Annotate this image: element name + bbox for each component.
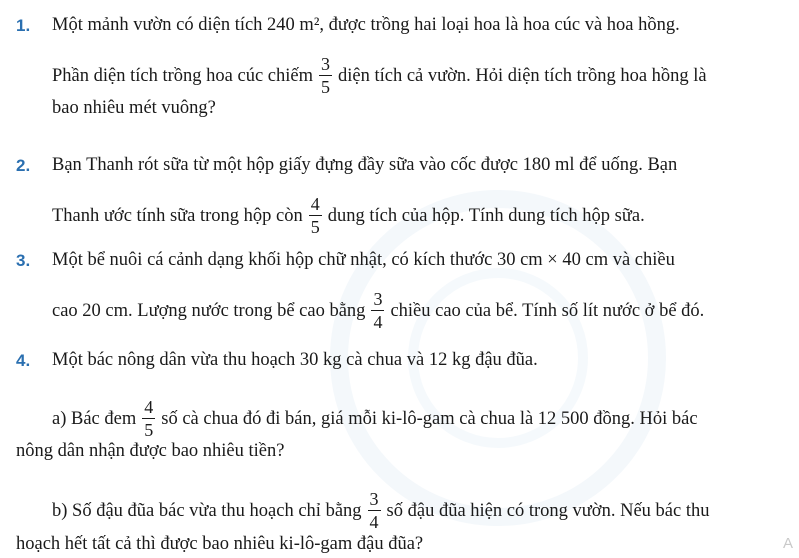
problem-3-fraction xyxy=(371,290,384,331)
fraction-numerator: 3 xyxy=(320,54,330,74)
problem-4-number: 4. xyxy=(16,351,31,370)
problem-4-part-a-line-1 xyxy=(52,399,698,440)
problem-3-number: 3. xyxy=(16,251,31,270)
problem-1-line-1: Một mảnh vườn có diện tích 240 m², được trồng hai loại hoa là hoa cúc và hoa hồng. xyxy=(52,15,680,35)
fraction-denominator: 5 xyxy=(310,217,320,237)
problem-4-part-b-line-2: hoạch hết tất cả thì được bao nhiêu ki-lô-gam đậu đũa? xyxy=(16,534,424,554)
problem-2-text-before: Thanh ước tính sữa trong hộp còn xyxy=(52,205,303,226)
part-a-text-before: a) Bác đem xyxy=(52,408,137,429)
fraction-numerator: 4 xyxy=(144,397,154,417)
part-b-fraction xyxy=(368,490,381,531)
fraction-denominator: 5 xyxy=(144,420,154,440)
corner-mark: A xyxy=(782,535,793,552)
problem-2-number: 2. xyxy=(16,156,31,175)
fraction-denominator: 4 xyxy=(373,312,383,332)
fraction-denominator: 4 xyxy=(369,512,379,532)
part-b-text-before: b) Số đậu đũa bác vừa thu hoạch chỉ bằng xyxy=(52,500,362,521)
fraction-numerator: 3 xyxy=(369,489,379,509)
part-a-fraction xyxy=(142,398,155,439)
problem-2-text-after: dung tích của hộp. Tính dung tích hộp sữa. xyxy=(327,205,645,226)
problem-1-number: 1. xyxy=(16,16,31,35)
problem-2-line-1: Bạn Thanh rót sữa từ một hộp giấy đựng đầy sữa vào cốc được 180 ml để uống. Bạn xyxy=(52,155,678,175)
problem-1-line-2 xyxy=(52,56,707,97)
part-a-text-after: số cà chua đó đi bán, giá mỗi ki-lô-gam cà chua là 12 500 đồng. Hỏi bác xyxy=(161,408,698,429)
problem-4-line-1: Một bác nông dân vừa thu hoạch 30 kg cà chua và 12 kg đậu đũa. xyxy=(52,350,538,370)
part-b-text-after: số đậu đũa hiện có trong vườn. Nếu bác thu xyxy=(386,500,710,521)
problem-2-line-2 xyxy=(52,196,645,237)
problem-4-part-a-line-2: nông dân nhận được bao nhiêu tiền? xyxy=(16,441,285,461)
problem-2-fraction xyxy=(309,195,322,236)
fraction-numerator: 3 xyxy=(373,289,383,309)
problem-3-text-before: cao 20 cm. Lượng nước trong bể cao bằng xyxy=(52,300,366,321)
problem-1-line-3: bao nhiêu mét vuông? xyxy=(52,98,216,118)
problem-3-line-1: Một bể nuôi cá cảnh dạng khối hộp chữ nhật, có kích thước 30 cm × 40 cm và chiều xyxy=(52,250,675,270)
problem-1-fraction xyxy=(319,55,332,96)
problem-4-part-b-line-1 xyxy=(52,491,709,532)
fraction-numerator: 4 xyxy=(310,194,320,214)
problem-1-text-before: Phần diện tích trồng hoa cúc chiếm xyxy=(52,65,313,86)
fraction-denominator: 5 xyxy=(320,77,330,97)
problem-1-text-after: diện tích cả vườn. Hỏi diện tích trồng hoa hồng là xyxy=(337,65,707,86)
problem-3-text-after: chiều cao của bể. Tính số lít nước ở bể đó. xyxy=(390,300,705,321)
problem-3-line-2 xyxy=(52,291,704,332)
